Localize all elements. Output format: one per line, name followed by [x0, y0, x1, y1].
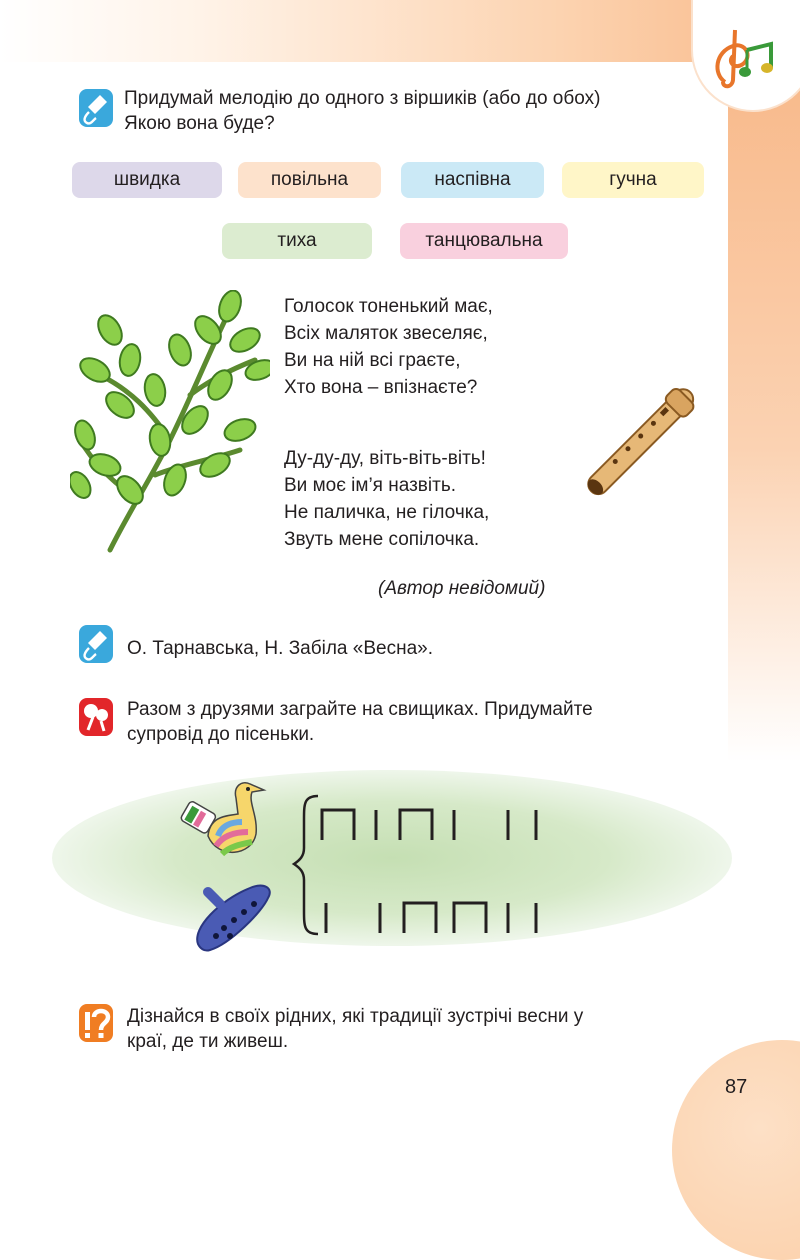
mood-chip-loud: гучна [562, 162, 704, 198]
mood-chip-quiet: тиха [222, 223, 372, 259]
ocarina-icon [190, 878, 274, 954]
poem-line: Хто вона – впізнаєте? [284, 377, 478, 398]
task1-line2: Якою вона буде? [124, 113, 275, 134]
mood-chip-dance: танцювальна [400, 223, 568, 259]
brace-symbol [294, 796, 318, 934]
task4-line1: Дізнайся в своїх рідних, які традиції зустрічі весни у [127, 1006, 584, 1027]
mood-chip-melodious: наспівна [401, 162, 544, 198]
task1-line1: Придумай мелодію до одного з віршиків (або до обох) [124, 88, 601, 109]
bird-whistle-icon [178, 776, 268, 868]
poem-stanza-1 [284, 293, 493, 401]
task2-text: О. Тарнавська, Н. Забіла «Весна». [127, 638, 433, 659]
question-exclamation-icon [78, 1003, 114, 1043]
leafy-branch-illustration [70, 290, 270, 555]
poem-line: Ду-ду-ду, віть-віть-віть! [284, 448, 486, 469]
poem-line: Ви моє ім’я назвіть. [284, 475, 456, 496]
poem-stanza-2 [284, 445, 489, 553]
rhythm-row-1 [322, 810, 536, 840]
task3-line2: супровід до пісеньки. [127, 724, 315, 745]
mood-chip-slow: повільна [238, 162, 381, 198]
poem-line: Всіх маляток звеселяє, [284, 323, 488, 344]
treble-clef-notes-icon [705, 22, 785, 92]
microphone-icon [78, 88, 114, 128]
maracas-icon [78, 697, 114, 737]
task3-text [127, 697, 705, 747]
microphone-icon [78, 624, 114, 664]
page-corner-decoration [672, 1040, 800, 1260]
poem-line: Ви на ній всі граєте, [284, 350, 461, 371]
task3-line1: Разом з друзями заграйте на свищиках. Придумайте [127, 699, 593, 720]
rhythm-eighth-pair [404, 903, 436, 933]
task1-text [124, 86, 724, 136]
wooden-flute-sopilka-illustration [578, 380, 703, 502]
rhythm-eighth-pair [400, 810, 432, 840]
poem-line: Не паличка, не гілочка, [284, 502, 490, 523]
task4-text [127, 1004, 705, 1054]
poem-author: (Автор невідомий) [378, 578, 546, 599]
mood-chip-fast: швидка [72, 162, 222, 198]
page-number: 87 [725, 1076, 748, 1098]
rhythm-row-2 [326, 903, 536, 933]
right-decorative-band [728, 62, 800, 762]
top-decorative-band [0, 0, 800, 62]
rhythm-eighth-pair [454, 903, 486, 933]
rhythm-notation [290, 790, 590, 940]
rhythm-eighth-pair [322, 810, 354, 840]
poem-line: Звуть мене сопілочка. [284, 529, 480, 550]
poem-line: Голосок тоненький має, [284, 296, 493, 317]
task4-line2: краї, де ти живеш. [127, 1031, 289, 1052]
